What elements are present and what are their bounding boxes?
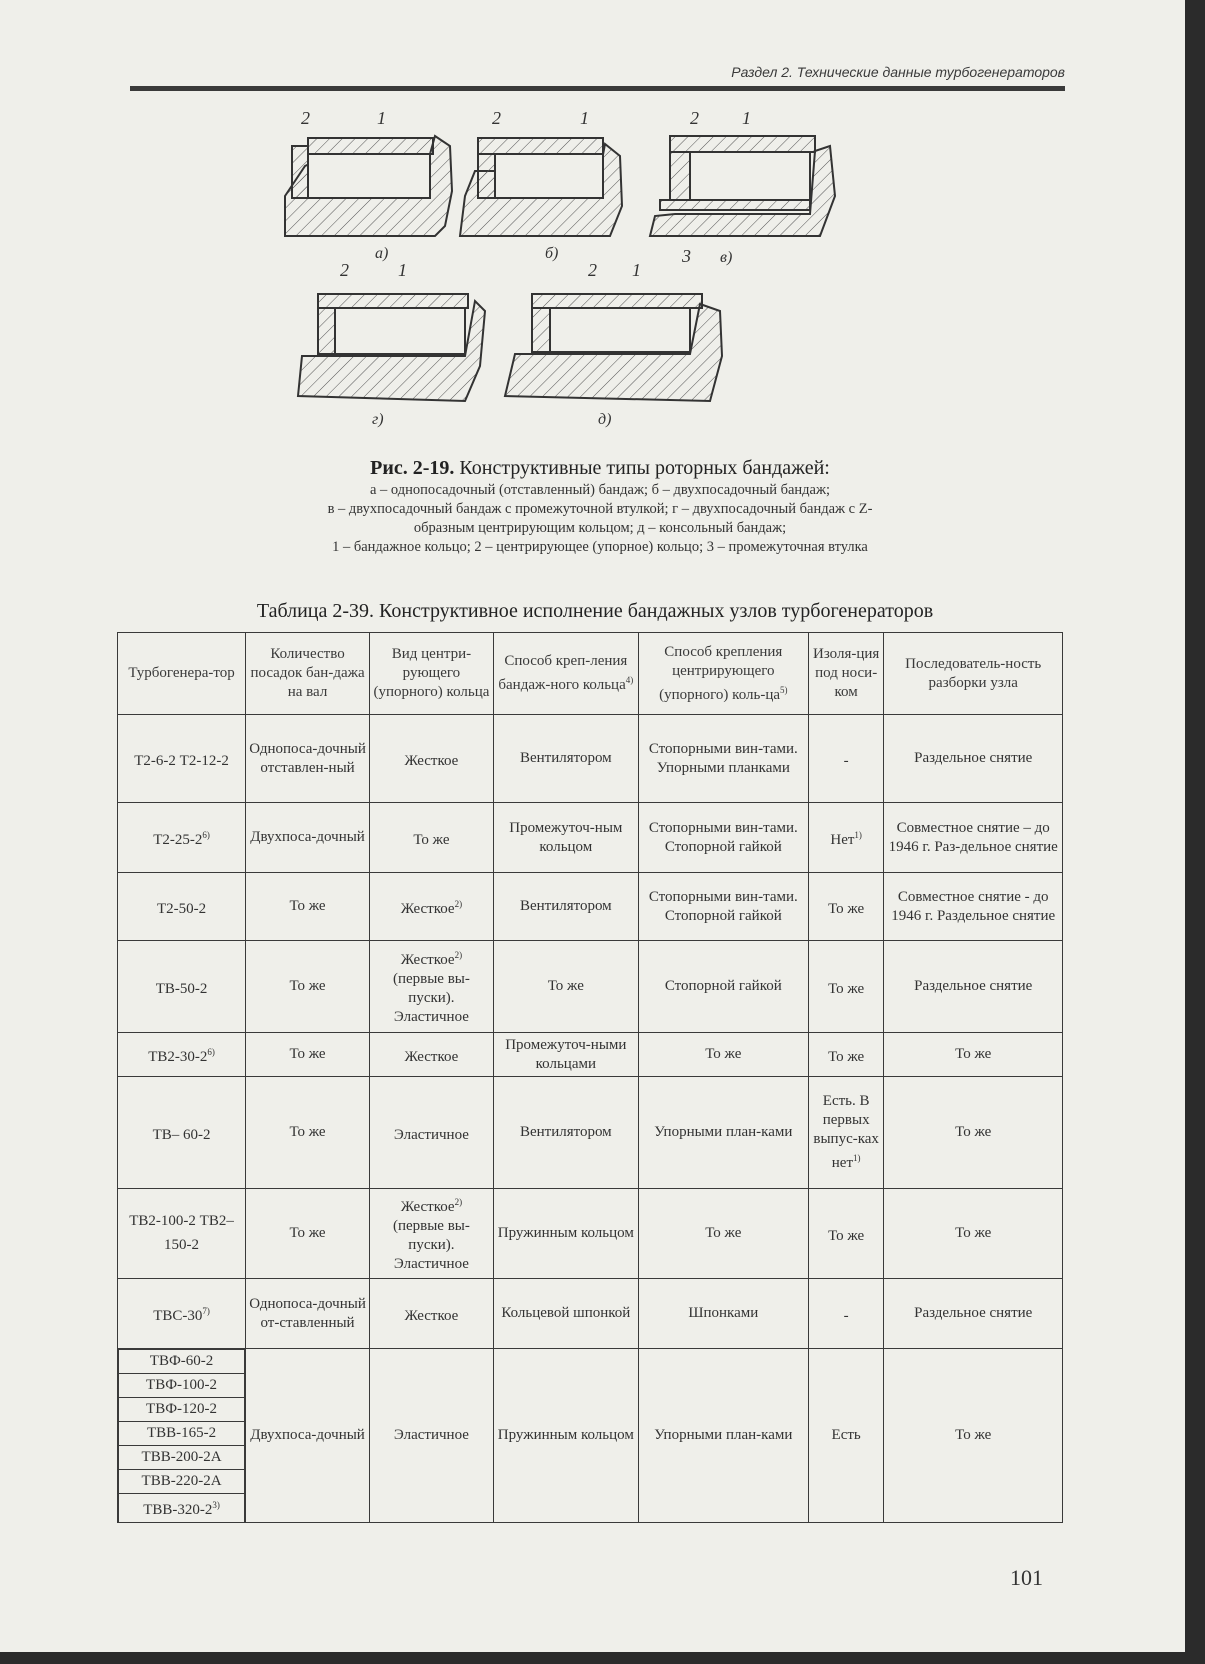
caption-title-text: Конструктивные типы роторных бандажей: (459, 457, 830, 479)
cell-text: То же (289, 1225, 326, 1241)
cell-text: - (843, 752, 849, 769)
table-row (118, 941, 1063, 1033)
cell-text: Пружинным кольцом (497, 1225, 634, 1241)
sublist-item (119, 1470, 245, 1494)
col-header-ring-type: Вид центри-рующего (упорного) кольца (369, 633, 493, 715)
cell-generator-list (118, 1349, 246, 1523)
sublist-row (119, 1374, 245, 1398)
cell-text: Раздельное снятие (914, 750, 1033, 766)
cell-insulation (808, 941, 884, 1033)
cell-text: То же (289, 1124, 326, 1140)
cell-text: Двухпоса-дочный (250, 829, 365, 845)
cell-text: Жесткое (400, 1199, 455, 1215)
fig-v-num-3: 3 (682, 246, 691, 266)
cell-text: ТВ2-30-2 (148, 1048, 208, 1065)
col-header-generator: Турбогенера-тор (118, 633, 246, 715)
sublist-item (119, 1494, 245, 1523)
cell-disassembly (884, 715, 1063, 803)
cell-disassembly (884, 1279, 1063, 1349)
scan-edge-bottom (0, 1652, 1205, 1664)
cell-text: То же (289, 1046, 326, 1062)
cell-ring-fixing (638, 873, 808, 941)
fig-v-num-2: 2 (690, 108, 699, 128)
cell-text: Промежуточ-ными кольцами (505, 1036, 627, 1072)
cell-text: Раздельное снятие (914, 1305, 1033, 1321)
cell-insulation (808, 1033, 884, 1077)
cell-text: - (843, 1307, 849, 1324)
cell-insulation (808, 1077, 884, 1189)
cell-fits (246, 1077, 370, 1189)
cell-generator (118, 873, 246, 941)
cell-text: Совместное снятие – до 1946 г. Раз-дельное снятие (888, 819, 1058, 855)
fig-b-num-2: 2 (492, 108, 501, 128)
cell-text: Эластичное (393, 1126, 469, 1143)
cell-disassembly (884, 1033, 1063, 1077)
cell-ring-type (369, 1033, 493, 1077)
cell-text: Упорными план-ками (654, 1124, 793, 1140)
cell-generator (118, 715, 246, 803)
sublist-item (119, 1446, 245, 1470)
cell-ring-fixing (638, 715, 808, 803)
cell-bandage-fixing (493, 873, 638, 941)
cell-bandage-fixing (493, 941, 638, 1033)
cell-text: ТВ-50-2 (155, 980, 208, 997)
cell-insulation (808, 1349, 884, 1523)
table-row-group (118, 1349, 1063, 1523)
fig-a-num-2: 2 (301, 108, 310, 128)
cell-text: Стопорными вин-тами. Упорными планками (648, 740, 798, 776)
cell-text: Кольцевой шпонкой (501, 1305, 631, 1321)
cell-generator (118, 1077, 246, 1189)
cell-ring-type (369, 803, 493, 873)
caption-title (140, 455, 1060, 481)
cell-text: То же (955, 1225, 992, 1241)
cell-ring-fixing (638, 1189, 808, 1279)
sublist-item (119, 1398, 245, 1422)
cell-text: То же (828, 980, 865, 997)
col-header-insulation: Изоля-ция под носи-ком (808, 633, 884, 715)
cell-text: ТВС-30 (153, 1307, 203, 1324)
fig-a-num-1: 1 (377, 108, 386, 128)
cell-fits (246, 803, 370, 873)
cell-text: ТВВ-200-2А (141, 1449, 222, 1465)
fig-g-num-2: 2 (340, 260, 349, 280)
footnote-ref: 6) (207, 1046, 215, 1057)
cell-text: ТВВ-220-2А (141, 1473, 222, 1489)
cell-text: Пружинным кольцом (497, 1427, 634, 1443)
fig-label-a: а) (375, 245, 389, 262)
cell-disassembly (884, 1349, 1063, 1523)
header-rule (130, 86, 1065, 91)
footnote-ref: 7) (202, 1305, 210, 1316)
cell-text: Есть. В первых выпус-ках нет (813, 1093, 879, 1171)
cell-ring-type (369, 941, 493, 1033)
cell-text: ТВВ-320-2 (143, 1502, 213, 1518)
caption-label: Рис. 2-19. (370, 457, 455, 479)
cell-text: Однопоса-дочный от-ставленный (249, 1295, 366, 1331)
col-header-ring-fixing (638, 633, 808, 715)
footnote-ref: 6) (202, 829, 210, 840)
caption-line: в – двухпосадочный бандаж с промежуточной втулкой; г – двухпосадочный бандаж с Z- (327, 501, 873, 517)
cell-fits (246, 715, 370, 803)
cell-insulation (808, 1279, 884, 1349)
cell-text: То же (828, 1048, 865, 1065)
cell-ring-fixing (638, 1033, 808, 1077)
fig-g-num-1: 1 (398, 260, 407, 280)
figure-g (298, 294, 485, 401)
fig-label-v: в) (720, 249, 733, 266)
figure-b (460, 138, 622, 236)
footnote-ref: 2) (454, 950, 463, 960)
table-row (118, 873, 1063, 941)
cell-text: Жесткое (404, 1048, 459, 1065)
cell-ring-fixing (638, 1077, 808, 1189)
cell-generator (118, 803, 246, 873)
header-text: Способ крепления центрирующего (упорного) коль-ца (659, 643, 783, 703)
cell-fits (246, 1279, 370, 1349)
sublist-item (119, 1422, 245, 1446)
footnote-ref: 2) (454, 898, 463, 909)
figure-d (505, 294, 722, 401)
cell-disassembly (884, 803, 1063, 873)
page-number: 101 (1010, 1565, 1043, 1590)
cell-text: То же (289, 898, 326, 914)
scan-edge-right (1185, 0, 1205, 1664)
figure-v (650, 136, 835, 236)
fig-label-b: б) (545, 245, 559, 262)
sublist-row (119, 1398, 245, 1422)
cell-text: Стопорными вин-тами. Стопорной гайкой (648, 888, 798, 924)
cell-disassembly (884, 873, 1063, 941)
cell-insulation (808, 803, 884, 873)
cell-fits (246, 873, 370, 941)
cell-text: Совместное снятие - до 1946 г. Раздельное снятие (891, 888, 1056, 924)
cell-bandage-fixing (493, 803, 638, 873)
cell-ring-type (369, 873, 493, 941)
cell-text: Т2-6-2 Т2-12-2 (134, 752, 229, 769)
cell-generator (118, 941, 246, 1033)
cell-text: Жесткое (400, 952, 455, 968)
footnote-ref: 1) (854, 829, 862, 840)
table-row (118, 1279, 1063, 1349)
cell-text: Промежуточ-ным кольцом (509, 819, 623, 855)
cell-text: То же (955, 1124, 992, 1140)
cell-ring-fixing (638, 1279, 808, 1349)
sublist-row (119, 1494, 245, 1523)
cell-text: То же (289, 978, 326, 994)
cell-text: То же (705, 1046, 742, 1062)
cell-bandage-fixing (493, 715, 638, 803)
bandage-figure (130, 96, 1065, 456)
cell-fits (246, 1033, 370, 1077)
footnote-ref: 4) (625, 675, 634, 685)
cell-ring-type (369, 1349, 493, 1523)
cell-text: Эластичное (393, 1427, 469, 1443)
table-title: Таблица 2-39. Конструктивное исполнение бандажных узлов турбогенераторов (256, 600, 934, 622)
cell-text: ТВВ-165-2 (146, 1425, 217, 1441)
sublist-item (119, 1374, 245, 1398)
fig-b-num-1: 1 (580, 108, 589, 128)
footnote-ref: 2) (454, 1197, 463, 1207)
cell-text: То же (413, 831, 450, 848)
header-text: Способ креп-ления бандаж-ного кольца (498, 653, 628, 693)
cell-text: Жесткое (404, 752, 459, 769)
generator-sublist (118, 1349, 245, 1522)
cell-text-extra: (первые вы-пуски). Эластичное (392, 1218, 470, 1272)
cell-text: Нет (830, 831, 855, 848)
cell-generator (118, 1033, 246, 1077)
cell-disassembly (884, 1189, 1063, 1279)
cell-text: То же (547, 978, 584, 994)
cell-text: Шпонками (688, 1305, 759, 1321)
cell-text: Вентилятором (519, 1124, 612, 1140)
fig-v-num-1: 1 (742, 108, 751, 128)
cell-text: Т2-50-2 (156, 900, 207, 917)
footnote-ref: 3) (212, 1500, 220, 1510)
cell-fits (246, 1189, 370, 1279)
table-row (118, 715, 1063, 803)
cell-bandage-fixing (493, 1279, 638, 1349)
col-header-disassembly: Последователь-ность разборки узла (884, 633, 1063, 715)
footnote-ref: 5) (780, 684, 788, 695)
cell-text: Стопорными вин-тами. Стопорной гайкой (648, 819, 798, 855)
cell-text: То же (828, 900, 865, 917)
cell-generator (118, 1279, 246, 1349)
cell-text: Есть (831, 1427, 861, 1443)
col-header-fits: Количество посадок бан-дажа на вал (246, 633, 370, 715)
cell-bandage-fixing (493, 1189, 638, 1279)
cell-text: ТВ– 60-2 (152, 1126, 211, 1143)
table-row (118, 1189, 1063, 1279)
cell-ring-type (369, 1189, 493, 1279)
sublist-row (119, 1350, 245, 1374)
cell-text: То же (955, 1046, 992, 1062)
sublist-row (119, 1446, 245, 1470)
cell-text: ТВФ-120-2 (146, 1401, 218, 1417)
sublist-row (119, 1422, 245, 1446)
cell-text: Вентилятором (519, 750, 612, 766)
caption-line: 1 – бандажное кольцо; 2 – центрирующее (упорное) кольцо; 3 – промежуточная втулка (332, 539, 868, 555)
cell-text: Упорными план-ками (654, 1427, 793, 1443)
cell-text: Раздельное снятие (914, 978, 1033, 994)
cell-text: ТВФ-60-2 (149, 1353, 214, 1369)
cell-fits (246, 1349, 370, 1523)
cell-text: Вентилятором (519, 898, 612, 914)
cell-ring-fixing (638, 941, 808, 1033)
cell-disassembly (884, 1077, 1063, 1189)
table-header-row (118, 633, 1063, 715)
sublist-row (119, 1470, 245, 1494)
col-header-bandage-fixing (493, 633, 638, 715)
cell-text: Т2-25-2 (153, 831, 203, 848)
cell-text-extra: (первые вы-пуски). Эластичное (392, 971, 470, 1025)
table-row (118, 803, 1063, 873)
cell-insulation (808, 1189, 884, 1279)
cell-ring-type (369, 1279, 493, 1349)
cell-text: Однопоса-дочный отставлен-ный (249, 740, 366, 776)
cell-text: ТВФ-100-2 (146, 1377, 218, 1393)
cell-fits (246, 941, 370, 1033)
table-row (118, 1033, 1063, 1077)
cell-text: Двухпоса-дочный (250, 1427, 365, 1443)
cell-text: Стопорной гайкой (664, 978, 782, 994)
cell-text: То же (955, 1427, 992, 1443)
cell-bandage-fixing (493, 1349, 638, 1523)
cell-text: То же (705, 1225, 742, 1241)
cell-text: Жесткое (400, 900, 455, 917)
cell-text: Жесткое (404, 1307, 459, 1324)
caption-line: образным центрирующим кольцом; д – консольный бандаж; (413, 520, 787, 536)
table-row (118, 1077, 1063, 1189)
cell-text: ТВ2-100-2 ТВ2– 150-2 (129, 1213, 234, 1253)
figure-caption (140, 455, 1060, 557)
fig-d-num-2: 2 (588, 260, 597, 280)
figure-a (285, 136, 452, 236)
cell-ring-type (369, 1077, 493, 1189)
sublist-item (119, 1350, 245, 1374)
cell-bandage-fixing (493, 1077, 638, 1189)
caption-line: а – однопосадочный (отставленный) бандаж; б – двухпосадочный бандаж; (369, 482, 831, 498)
cell-ring-fixing (638, 803, 808, 873)
cell-insulation (808, 873, 884, 941)
footnote-ref: 1) (853, 1153, 861, 1163)
cell-ring-type (369, 715, 493, 803)
fig-d-num-1: 1 (632, 260, 641, 280)
cell-bandage-fixing (493, 1033, 638, 1077)
fig-label-d: д) (598, 411, 612, 428)
cell-ring-fixing (638, 1349, 808, 1523)
cell-text: То же (828, 1227, 865, 1244)
fig-label-g: г) (372, 411, 384, 428)
cell-disassembly (884, 941, 1063, 1033)
cell-insulation (808, 715, 884, 803)
running-head: Раздел 2. Технические данные турбогенераторов (731, 64, 1065, 80)
cell-generator (118, 1189, 246, 1279)
bandage-units-table (117, 632, 1063, 1523)
